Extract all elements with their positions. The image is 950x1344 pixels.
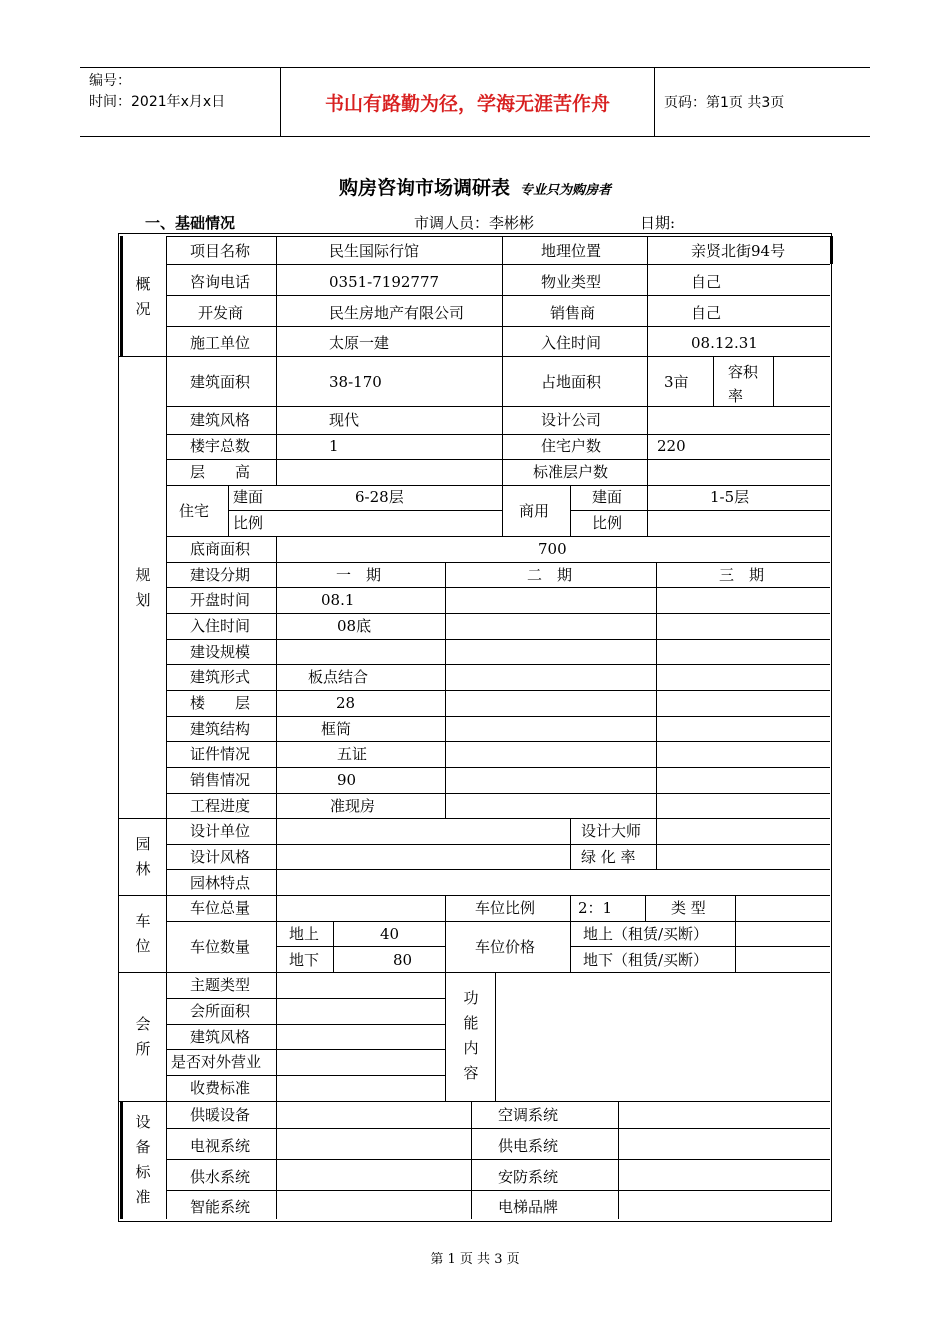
parking-price-label: 车位价格 (475, 938, 536, 956)
scale-label: 建设规模 (190, 643, 251, 661)
movein-label: 入住时间 (190, 617, 251, 635)
seller-label: 销售商 (550, 304, 596, 322)
document-title-row (0, 173, 950, 200)
power-label: 供电系统 (498, 1137, 559, 1155)
builder-label: 施工单位 (190, 334, 251, 352)
residential-label: 住宅 (179, 502, 210, 520)
info-row (0, 212, 950, 232)
club-area-label: 会所面积 (190, 1002, 251, 1020)
land-area-label: 占地面积 (541, 373, 602, 391)
property-type: 自己 (691, 273, 722, 291)
parking-above: 40 (380, 925, 400, 943)
parking-total-label: 车位总量 (190, 899, 251, 917)
sales: 90 (337, 771, 357, 789)
certs-label: 证件情况 (190, 745, 251, 763)
move-in: 08.12.31 (691, 334, 758, 352)
design-company-label: 设计公司 (541, 411, 602, 429)
floor-area: 38-170 (329, 373, 382, 391)
parking-ratio-label: 车位比例 (475, 899, 536, 917)
structure: 框筒 (321, 720, 352, 738)
sales-label: 销售情况 (190, 771, 251, 789)
project-name-label: 项目名称 (190, 242, 251, 260)
document-title: 购房咨询市场调研表 (338, 177, 510, 199)
height-label: 层 高 (190, 463, 251, 481)
motto: 书山有路勤为径，学海无涯苦作舟 (280, 68, 655, 136)
structure-label: 建筑结构 (190, 720, 251, 738)
security-label: 安防系统 (498, 1168, 559, 1186)
parking-below: 80 (393, 951, 413, 969)
open-label: 开盘时间 (190, 591, 251, 609)
category-garden: 园林 (135, 835, 151, 878)
households: 220 (657, 437, 686, 455)
progress-label: 工程进度 (190, 797, 251, 815)
phase-label: 建设分期 (190, 566, 251, 584)
certs: 五证 (337, 745, 368, 763)
location: 亲贤北街94号 (691, 242, 786, 260)
above-price-label: 地上（租赁/买断） (583, 925, 709, 943)
parking-above-label: 地上 (289, 925, 320, 943)
category-club: 会所 (135, 1015, 151, 1058)
floors-label: 楼 层 (190, 694, 251, 712)
phase-1: 一 期 (336, 566, 382, 584)
movein: 08底 (337, 617, 372, 635)
buildings-label: 楼宇总数 (190, 437, 251, 455)
base-area: 700 (538, 540, 567, 558)
green-ratio-label: 绿 化 率 (581, 848, 636, 866)
std-floor-label: 标准层户数 (533, 463, 609, 481)
style-label: 建筑风格 (190, 411, 251, 429)
time-label: 时间：2021年x月x日 (89, 94, 226, 110)
res-ratio-label: 比例 (233, 514, 264, 532)
page-info: 页码：第1页 共3页 (664, 95, 785, 111)
section-heading: 一、基础情况 (145, 214, 236, 232)
project-name: 民生国际行馆 (329, 242, 420, 260)
header-meta (80, 68, 280, 136)
category-equipment: 设备标准 (135, 1113, 151, 1206)
club-open-label: 是否对外营业 (171, 1053, 262, 1071)
phase-3: 三 期 (719, 566, 765, 584)
club-theme-label: 主题类型 (190, 976, 251, 994)
buildings: 1 (329, 437, 339, 455)
garden-features-label: 园林特点 (190, 874, 251, 892)
parking-type-label: 类 型 (671, 899, 706, 917)
form-label: 建筑形式 (190, 668, 251, 686)
open: 08.1 (321, 591, 355, 609)
base-area-label: 底商面积 (190, 540, 251, 558)
page-header (80, 67, 870, 137)
club-fee-label: 收费标准 (190, 1079, 251, 1097)
phase-2: 二 期 (527, 566, 573, 584)
land-area: 3亩 (664, 373, 689, 391)
number-label: 编号： (89, 73, 131, 89)
designer-label: 设计大师 (581, 822, 642, 840)
move-in-label: 入住时间 (541, 334, 602, 352)
club-style-label: 建筑风格 (190, 1028, 251, 1046)
category-parking: 车位 (135, 912, 151, 955)
water-label: 供水系统 (190, 1168, 251, 1186)
developer-label: 开发商 (198, 304, 244, 322)
builder: 太原一建 (329, 334, 390, 352)
seller: 自己 (691, 304, 722, 322)
com-ratio-label: 比例 (592, 514, 623, 532)
tv-label: 电视系统 (190, 1137, 251, 1155)
form: 板点结合 (308, 668, 369, 686)
com-build-face: 1-5层 (710, 488, 750, 506)
style: 现代 (329, 411, 360, 429)
club-function-label: 功能内容 (463, 989, 479, 1082)
commercial-label: 商用 (519, 502, 550, 520)
parking-count-label: 车位数量 (190, 938, 251, 956)
plot-ratio-label: 容积率 (728, 363, 759, 405)
investigator: 市调人员：李彬彬 (414, 214, 535, 232)
phone-label: 咨询电话 (190, 273, 251, 291)
design-style-label: 设计风格 (190, 848, 251, 866)
phone: 0351-7192777 (329, 273, 440, 291)
floors: 28 (336, 694, 356, 712)
households-label: 住宅户数 (541, 437, 602, 455)
page-footer: 第 1 页 共 3 页 (430, 1252, 520, 1267)
progress: 准现房 (330, 797, 376, 815)
location-label: 地理位置 (541, 242, 602, 260)
developer: 民生房地产有限公司 (329, 304, 465, 322)
ac-label: 空调系统 (498, 1106, 559, 1124)
res-build-face: 6-28层 (355, 488, 404, 506)
com-build-face-label: 建面 (592, 488, 623, 506)
parking-below-label: 地下 (289, 951, 320, 969)
parking-ratio: 2：1 (578, 899, 613, 917)
elevator-label: 电梯品牌 (498, 1198, 559, 1216)
design-unit-label: 设计单位 (190, 822, 251, 840)
category-planning: 规划 (135, 566, 151, 609)
document-subtitle: 专业只为购房者 (520, 183, 612, 198)
category-overview: 概况 (135, 275, 151, 318)
date-label: 日期: (640, 214, 676, 232)
heating-label: 供暖设备 (190, 1106, 251, 1124)
smart-label: 智能系统 (190, 1198, 251, 1216)
property-type-label: 物业类型 (541, 273, 602, 291)
res-build-face-label: 建面 (233, 488, 264, 506)
below-price-label: 地下（租赁/买断） (583, 951, 709, 969)
floor-area-label: 建筑面积 (190, 373, 251, 391)
